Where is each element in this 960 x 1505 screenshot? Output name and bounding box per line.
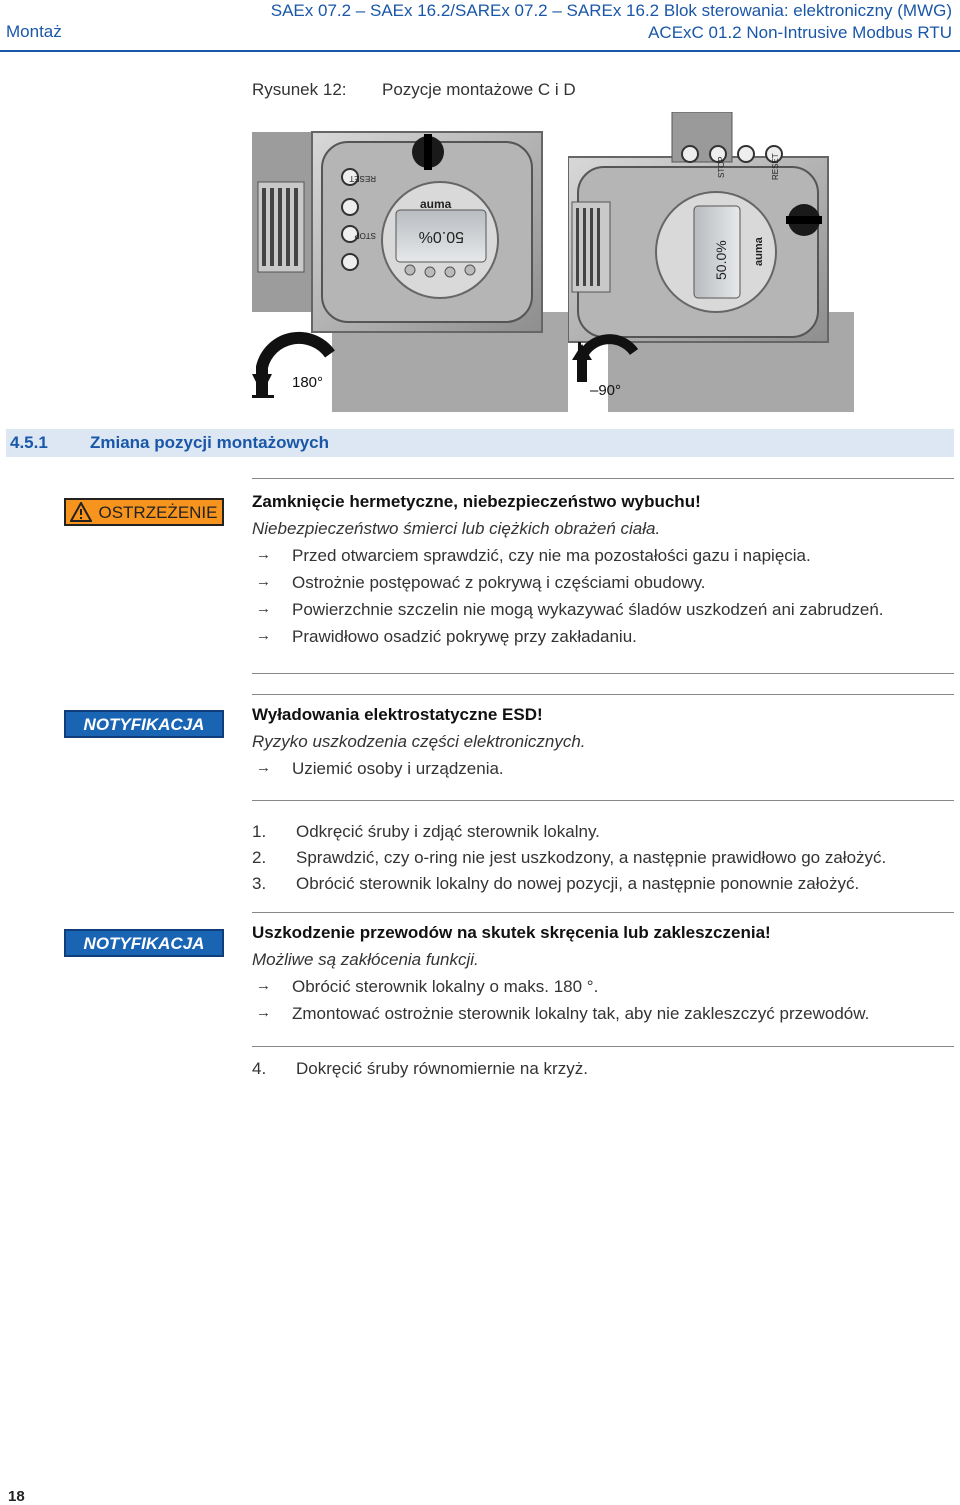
warning-triangle-icon: [70, 502, 92, 522]
warning-badge-label: OSTRZEŻENIE: [98, 503, 218, 522]
rotation-label-180: 180°: [292, 374, 324, 391]
warning-item: → Ostrożnie postępować z pokrywą i częściami obudowy.: [256, 573, 706, 592]
notice1-bottom-rule: [252, 800, 954, 801]
arrow-right-icon: →: [256, 977, 271, 994]
notice2-bottom-rule: [252, 1046, 954, 1047]
notice1-badge: NOTYFIKACJA: [64, 710, 224, 738]
arrow-right-icon: →: [256, 627, 271, 644]
rotation-label-minus90: –90°: [590, 382, 622, 399]
step-item: 4. Dokręcić śruby równomiernie na krzyż.: [252, 1059, 588, 1078]
button-label-stop: STOP: [354, 231, 376, 240]
figure-title: Pozycje montażowe C i D: [382, 80, 576, 99]
header-title: [271, 0, 952, 44]
brand-logo-left: auma: [420, 197, 452, 211]
notice2-badge: NOTYFIKACJA: [64, 929, 224, 957]
notice1-top-rule: [252, 694, 954, 695]
notice1-item: → Uziemić osoby i urządzenia.: [256, 759, 504, 778]
notice2-block: [252, 923, 954, 1031]
warning-subheading: Niebezpieczeństwo śmierci lub ciężkich obrażeń ciała.: [252, 519, 661, 538]
header-chapter: Montaż: [6, 22, 62, 41]
step-item: 1. Odkręcić śruby i zdjąć sterownik lokalny.: [252, 822, 600, 841]
steps-list-a: [252, 822, 954, 900]
page-number: 18: [8, 1488, 25, 1505]
notice2-top-rule: [252, 912, 954, 913]
warning-item: → Powierzchnie szczelin nie mogą wykazywać śladów uszkodzeń ani zabrudzeń.: [256, 600, 884, 619]
notice2-subheading: Możliwe są zakłócenia funkcji.: [252, 950, 479, 969]
button-label-reset-right: RESET: [771, 153, 780, 180]
warning-heading: Zamknięcie hermetyczne, niebezpieczeństwo wybuchu!: [252, 492, 701, 511]
header-title-line1: SAEx 07.2 – SAEx 16.2/SAREx 07.2 – SAREx 16.2 Blok sterowania: elektroniczny (MWG): [270, 1, 952, 20]
arrow-right-icon: →: [256, 600, 271, 617]
header-divider: [0, 50, 960, 52]
arrow-right-icon: →: [256, 573, 271, 590]
arrow-right-icon: →: [256, 1004, 271, 1021]
step-item: 2. Sprawdzić, czy o-ring nie jest uszkodzony, a następnie prawidłowo go założyć.: [252, 848, 887, 867]
section-heading: [6, 429, 954, 457]
section-number: 4.5.1: [10, 433, 48, 452]
warning-item: → Prawidłowo osadzić pokrywę przy zakładaniu.: [256, 627, 637, 646]
figure-label: Rysunek 12:: [252, 80, 347, 99]
steps-list-b: [252, 1059, 954, 1085]
warning-item: → Przed otwarciem sprawdzić, czy nie ma pozostałości gazu i napięcia.: [256, 546, 811, 565]
notice1-block: [252, 705, 954, 786]
arrow-right-icon: →: [256, 759, 271, 776]
warning-badge: [64, 498, 224, 526]
device-photo-position-c: [252, 112, 572, 412]
warning-block: [252, 492, 954, 654]
brand-logo-right: auma: [753, 237, 765, 266]
step-item: 3. Obrócić sterownik lokalny do nowej pozycji, a następnie ponownie założyć.: [252, 874, 860, 893]
arrow-right-icon: →: [256, 546, 271, 563]
notice2-heading: Uszkodzenie przewodów na skutek skręcenia lub zakleszczenia!: [252, 923, 771, 942]
display-readout-right: 50.0%: [713, 240, 729, 280]
notice1-heading: Wyładowania elektrostatyczne ESD!: [252, 705, 543, 724]
notice2-item: → Obrócić sterownik lokalny o maks. 180 °.: [256, 977, 599, 996]
button-label-stop-right: STOP: [717, 156, 726, 178]
figure-caption: [252, 80, 576, 100]
device-photo-position-d: [568, 112, 854, 412]
notice1-subheading: Ryzyko uszkodzenia części elektronicznych.: [252, 732, 586, 751]
display-readout-left: 50.0%: [418, 228, 464, 245]
button-label-reset: RESET: [349, 174, 376, 183]
warning-bottom-rule: [252, 673, 954, 674]
header-title-line2: ACExC 01.2 Non-Intrusive Modbus RTU: [648, 23, 952, 42]
warning-top-rule: [252, 478, 954, 479]
notice2-item: → Zmontować ostrożnie sterownik lokalny tak, aby nie zakleszczyć przewodów.: [256, 1004, 870, 1023]
section-title: Zmiana pozycji montażowych: [90, 433, 329, 452]
